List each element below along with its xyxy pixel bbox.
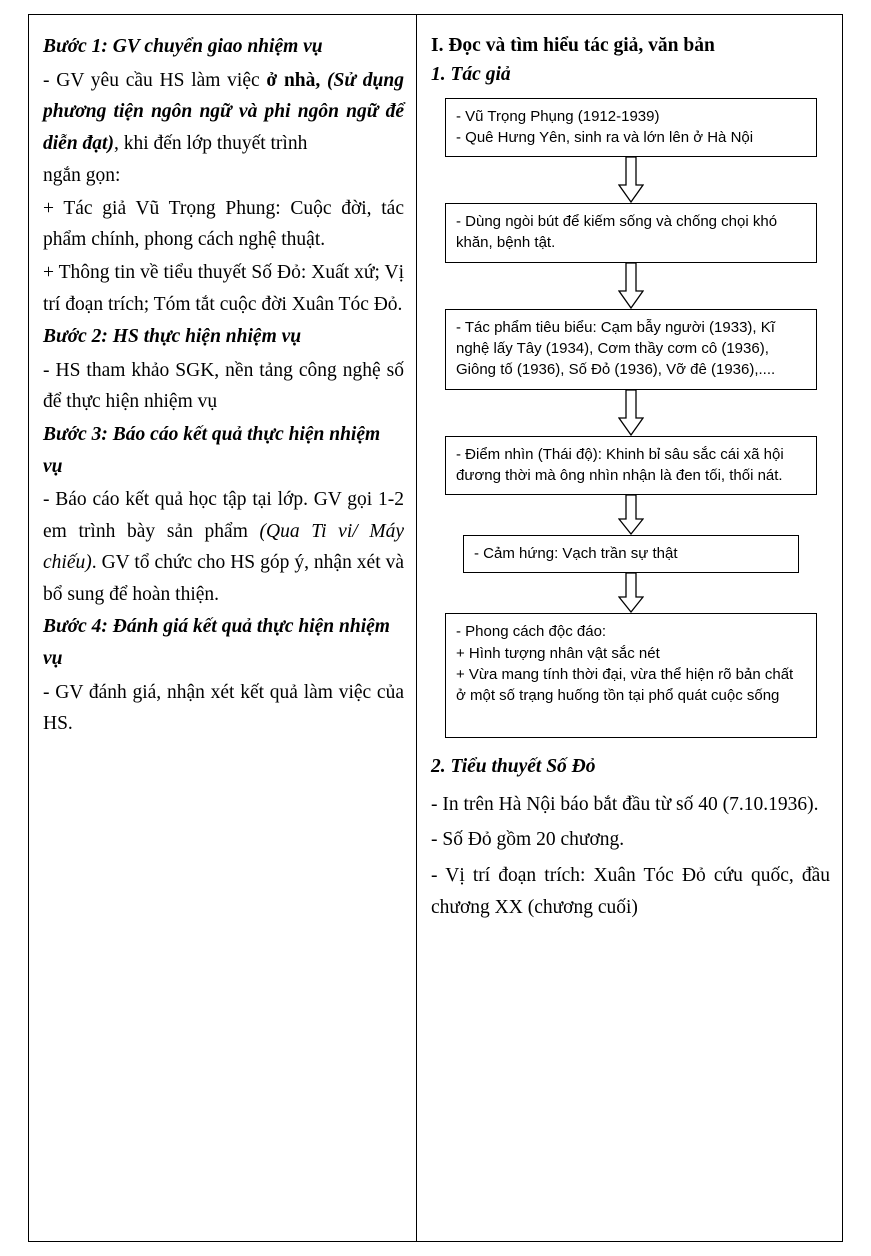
down-arrow-icon	[618, 157, 644, 203]
step-3-text	[43, 484, 404, 610]
section-heading: I. Đọc và tìm hiểu tác giả, văn bản	[431, 35, 715, 56]
subsection-heading-author: 1. Tác giả	[431, 64, 511, 86]
step-1-text-d: , khi đến lớp thuyết trình	[113, 132, 308, 154]
flow-box-career-line-1: - Dùng ngòi bút để kiếm sống và chống chọi khó khăn, bệnh tật.	[456, 213, 778, 252]
novel-para-1: - In trên Hà Nội báo bắt đầu từ số 40 (7.10.1936).	[431, 793, 819, 815]
step-2-text: - HS tham khảo SGK, nền tảng công nghệ số để thực hiện nhiệm vụ	[43, 359, 404, 413]
step-3-title: Bước 3: Báo cáo kết quả thực hiện nhiệm vụ	[43, 423, 381, 477]
step-1-text-c: (Sử dụng phương tiện ngôn ngữ và phi ngôn ngữ để diễn đạt)	[43, 69, 404, 154]
step-1-instruction	[43, 65, 404, 160]
down-arrow-icon	[618, 263, 644, 309]
step-2-title: Bước 2: HS thực hiện nhiệm vụ	[43, 326, 302, 348]
flow-box-author-bio-line-1: - Vũ Trọng Phụng (1912-1939)	[456, 107, 660, 125]
step-1-text-a: - GV yêu cầu HS làm việc	[43, 69, 267, 91]
arrow-3-wrap	[445, 390, 817, 436]
step-1-title: Bước 1: GV chuyển giao nhiệm vụ	[43, 36, 323, 57]
flow-box-style-line-3: + Vừa mang tính thời đại, vừa thể hiện rõ bản chất ở một số trạng huống tồn tại phổ quát cuộc sống	[456, 666, 794, 705]
author-flowchart	[445, 98, 817, 738]
flow-box-works	[445, 309, 817, 390]
step-1-text-b: ở nhà,	[266, 69, 321, 91]
flow-box-career	[445, 203, 817, 263]
flow-box-viewpoint	[445, 436, 817, 496]
step-4-text: - GV đánh giá, nhận xét kết quả làm việc của HS.	[43, 681, 404, 735]
left-column	[29, 15, 417, 1241]
arrow-5-wrap	[445, 573, 817, 613]
down-arrow-icon	[618, 390, 644, 436]
flow-box-style-line-1: - Phong cách độc đáo:	[456, 623, 607, 641]
flow-box-viewpoint-line-1: - Điểm nhìn (Thái độ): Khinh bỉ sâu sắc cái xã hội đương thời mà ông nhìn nhận là đen tối, thối nát.	[456, 445, 784, 484]
bullet-author-info: + Tác giả Vũ Trọng Phung: Cuộc đời, tác phẩm chính, phong cách nghệ thuật.	[43, 197, 404, 251]
subsection-heading-novel: 2. Tiểu thuyết Số Đỏ	[431, 755, 596, 777]
arrow-4-wrap	[445, 495, 817, 535]
step-3-text-c: . GV tổ chức cho HS góp ý, nhận xét và bổ sung để hoàn thiện.	[43, 552, 404, 605]
arrow-1-wrap	[445, 157, 817, 203]
novel-para-2: - Số Đỏ gồm 20 chương.	[431, 829, 625, 851]
right-column	[417, 15, 842, 1241]
flow-box-author-bio-line-2: - Quê Hưng Yên, sinh ra và lớn lên ở Hà Nội	[456, 128, 754, 146]
step-1-instruction-end: ngắn gọn:	[43, 165, 121, 187]
flow-box-author-bio	[445, 98, 817, 158]
down-arrow-icon	[618, 573, 644, 613]
step-4-title: Bước 4: Đánh giá kết quả thực hiện nhiệm vụ	[43, 616, 390, 669]
arrow-2-wrap	[445, 263, 817, 309]
down-arrow-icon	[618, 495, 644, 535]
flow-box-inspiration-line-1: - Cảm hứng: Vạch trần sự thật	[474, 545, 678, 563]
flow-box-works-line-1: - Tác phẩm tiêu biểu: Cạm bẫy người (1933), Kĩ nghệ lấy Tây (1934), Cơm thầy cơm cô (1936), Giông tố (1936), Số Đỏ (1936), Vỡ đê (1936),....	[456, 318, 776, 379]
bullet-novel-info: + Thông tin về tiểu thuyết Số Đỏ: Xuất xứ; Vị trí đoạn trích; Tóm tắt cuộc đời Xuân Tóc Đỏ.	[43, 262, 404, 315]
flow-box-style	[445, 613, 817, 737]
flow-box-inspiration	[463, 535, 799, 573]
novel-para-3: - Vị trí đoạn trích: Xuân Tóc Đỏ cứu quốc, đầu chương XX (chương cuối)	[431, 865, 830, 918]
document-page	[28, 14, 843, 1242]
flow-box-style-line-2: + Hình tượng nhân vật sắc nét	[456, 644, 660, 662]
step-3-text-b: (Qua Ti vi/ Máy chiếu)	[43, 520, 404, 574]
step-3-text-a: - Báo cáo kết quả học tập tại lớp. GV gọi 1-2 em trình bày sản phẩm	[43, 489, 404, 542]
